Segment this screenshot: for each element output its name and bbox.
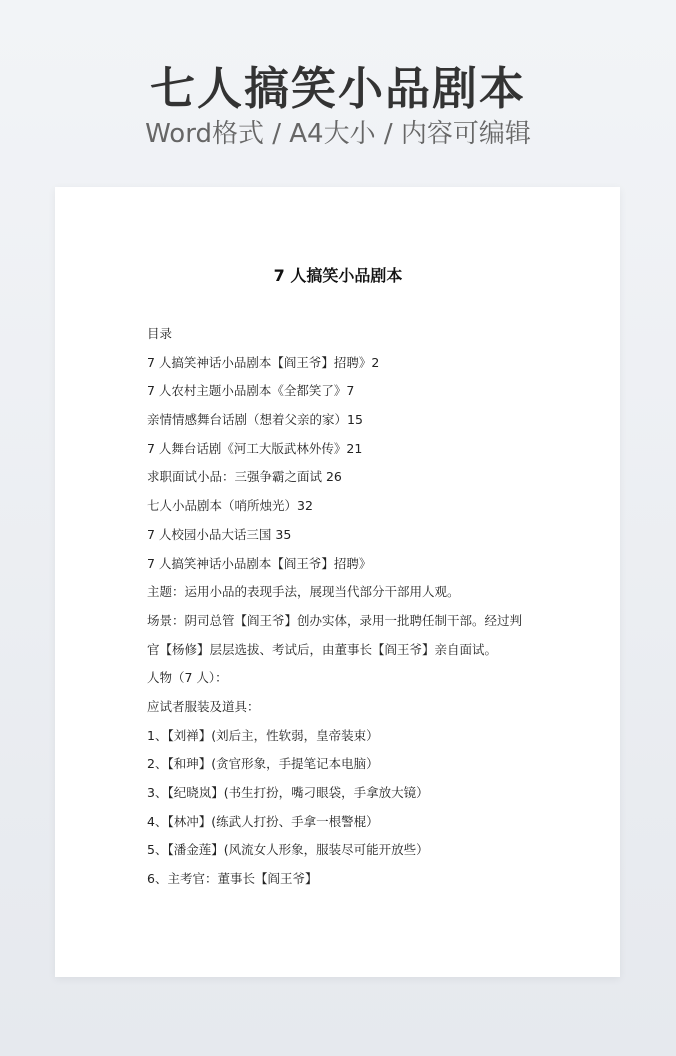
body-line: 官【杨修】层层选拔、考试后，由董事长【阎王爷】亲自面试。 xyxy=(147,641,498,657)
toc-item: 七人小品剧本（哨所烛光）32 xyxy=(147,498,313,514)
banner-title: 七人搞笑小品剧本 xyxy=(149,62,526,115)
body-line: 主题：运用小品的表现手法，展现当代部分干部用人观。 xyxy=(147,584,460,600)
toc-item: 7 人搞笑神话小品剧本【阎王爷】招聘》2 xyxy=(147,354,380,370)
toc-item: 亲情情感舞台话剧（想着父亲的家）15 xyxy=(147,412,363,428)
section-heading: 7 人搞笑神话小品剧本【阎王爷】招聘》 xyxy=(147,555,372,571)
toc-item: 求职面试小品：三强争霸之面试 26 xyxy=(147,469,342,485)
document-title: 7 人搞笑小品剧本 xyxy=(273,266,403,285)
toc-item: 7 人舞台话剧《河工大版武林外传》21 xyxy=(147,440,363,456)
document-body xyxy=(147,320,547,894)
body-line: 人物（7 人）： xyxy=(147,670,228,686)
character-item: 1、【刘禅】(刘后主，性软弱，皇帝装束） xyxy=(147,727,379,743)
character-item: 5、【潘金莲】(风流女人形象，服装尽可能开放些） xyxy=(147,842,429,858)
character-item: 4、【林冲】(练武人打扮、手拿一根警棍） xyxy=(147,813,379,829)
body-line: 应试者服装及道具： xyxy=(147,698,260,714)
body-line: 场景：阴司总管【阎王爷】创办实体，录用一批聘任制干部。经过判 xyxy=(147,612,523,628)
character-item: 2、【和珅】(贪官形象，手提笔记本电脑） xyxy=(147,756,379,772)
character-item: 3、【纪晓岚】(书生打扮，嘴刁眼袋，手拿放大镜） xyxy=(147,785,429,800)
toc-heading: 目录 xyxy=(147,326,173,341)
banner-subtitle: Word格式 / A4大小 / 内容可编辑 xyxy=(145,119,531,149)
character-item: 6、主考官：董事长【阎王爷】 xyxy=(147,871,318,887)
toc-item: 7 人校园小品大话三国 35 xyxy=(147,526,292,542)
toc-item: 7 人农村主题小品剧本《全都笑了》7 xyxy=(147,383,355,399)
